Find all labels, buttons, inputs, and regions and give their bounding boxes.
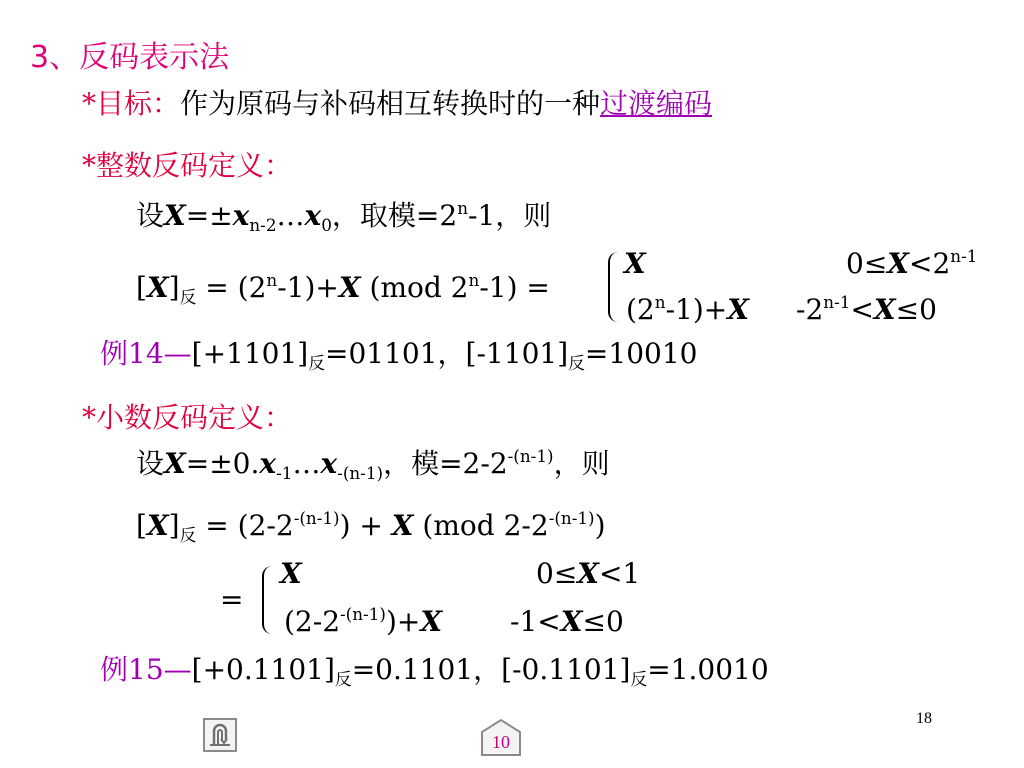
integer-case2-condition xyxy=(796,292,937,328)
fraction-case2-condition xyxy=(510,604,624,640)
expr-b: -1)+ xyxy=(277,271,339,304)
fraction-definition-lhs xyxy=(136,508,606,544)
example-14 xyxy=(100,336,697,372)
sub-fan: 反 xyxy=(308,352,326,373)
sup-minus-n-1: -(n-1) xyxy=(548,508,595,529)
setup-mod-tail: -1，则 xyxy=(468,199,552,232)
var-x: X xyxy=(146,271,169,304)
case2-b: -1)+ xyxy=(665,293,728,326)
page-link-label: 10 xyxy=(492,732,510,752)
cond-a: -2 xyxy=(796,293,824,326)
var-x0: x xyxy=(304,199,322,232)
example-15 xyxy=(100,652,769,688)
sub-minus-n-1: -(n-1) xyxy=(337,462,384,483)
bracket-open: [ xyxy=(136,271,147,304)
sub-0: 0 xyxy=(321,214,332,235)
cond-a: 0≤ xyxy=(536,557,578,590)
setup-eq: =±0. xyxy=(185,447,260,480)
sup-n: n xyxy=(654,292,666,313)
setup-mod: ，模=2-2 xyxy=(383,447,508,480)
var-x: X xyxy=(146,509,169,542)
expr-a: = (2 xyxy=(196,271,267,304)
integer-case1-condition xyxy=(846,246,977,282)
expr-a: = (2-2 xyxy=(196,509,294,542)
case2-b: )+ xyxy=(385,605,421,638)
page-link-button[interactable] xyxy=(478,718,524,756)
ellipsis: … xyxy=(292,447,321,480)
sub-fan: 反 xyxy=(179,524,197,545)
expr-d: -1) = xyxy=(479,271,550,304)
var-x: X xyxy=(727,293,749,326)
sub-fan: 反 xyxy=(179,286,197,307)
fraction-case1-value xyxy=(280,556,302,592)
sub-n-2: n-2 xyxy=(249,214,277,235)
var-x: X xyxy=(873,293,896,326)
cond-b: ≤0 xyxy=(582,605,624,638)
sup-n-1: n-1 xyxy=(950,246,978,267)
return-button[interactable] xyxy=(203,718,237,752)
example-c: =1.0010 xyxy=(647,653,769,686)
sup-minus-n-1: -(n-1) xyxy=(507,446,554,467)
example-c: =10010 xyxy=(584,337,698,370)
bracket-close: ] xyxy=(168,509,180,542)
sub-fan: 反 xyxy=(568,352,585,373)
var-x: X xyxy=(560,605,583,638)
cond-a: 0≤ xyxy=(846,247,888,280)
bracket-open: [ xyxy=(136,509,147,542)
var-x: X xyxy=(420,605,443,638)
var-x: X xyxy=(280,557,302,590)
cond-b: < xyxy=(850,293,874,326)
integer-case1-value xyxy=(624,246,646,282)
var-x: X xyxy=(577,557,600,590)
expr-d: ) xyxy=(594,509,606,542)
sup-n-1: n-1 xyxy=(823,292,851,313)
var-x: X xyxy=(164,199,186,232)
fraction-equals: = xyxy=(220,583,244,616)
case2-a: (2 xyxy=(626,293,655,326)
setup-mod: ，取模=2 xyxy=(331,199,458,232)
bracket-close: ] xyxy=(168,271,180,304)
fraction-setup xyxy=(136,446,610,482)
sub-fan: 反 xyxy=(334,668,352,689)
sup-n: n xyxy=(468,270,480,291)
var-xn: x xyxy=(232,199,250,232)
var-x: X xyxy=(391,509,414,542)
expr-c: (mod 2-2 xyxy=(413,509,549,542)
cond-a: -1< xyxy=(510,605,561,638)
slide-title: 3、反码表示法 xyxy=(30,40,230,75)
setup-prefix: 设 xyxy=(136,199,165,232)
integer-setup xyxy=(136,198,551,234)
integer-heading: *整数反码定义： xyxy=(82,149,293,182)
example-b: =0.1101，[-0.1101] xyxy=(351,653,631,686)
setup-prefix: 设 xyxy=(136,447,165,480)
var-x: X xyxy=(624,247,646,280)
sub-fan: 反 xyxy=(630,668,648,689)
expr-c: (mod 2 xyxy=(360,271,469,304)
fraction-cases-brace xyxy=(262,566,274,634)
cond-b: <2 xyxy=(909,247,951,280)
var-x: X xyxy=(338,271,361,304)
sup-minus-n-1: -(n-1) xyxy=(293,508,340,529)
cond-b: <1 xyxy=(599,557,641,590)
var-x1: x xyxy=(259,447,277,480)
example-a: [+0.1101] xyxy=(191,653,335,686)
setup-tail: ，则 xyxy=(553,447,610,480)
fraction-heading: *小数反码定义： xyxy=(82,401,293,434)
goal-bullet: *目标： xyxy=(82,87,181,120)
case2-a: (2-2 xyxy=(284,605,341,638)
integer-cases-brace xyxy=(608,252,620,322)
integer-case2-value xyxy=(626,292,749,328)
goal-text: 作为原码与补码相互转换时的一种 xyxy=(180,87,601,120)
example-label: 例14— xyxy=(100,337,192,370)
ellipsis: … xyxy=(276,199,305,232)
expr-b: ) + xyxy=(339,509,392,542)
example-b: =01101，[-1101] xyxy=(325,337,569,370)
return-icon xyxy=(205,720,235,750)
integer-definition-lhs xyxy=(136,270,550,306)
cond-c: ≤0 xyxy=(895,293,937,326)
example-label: 例15— xyxy=(100,653,192,686)
var-x: X xyxy=(887,247,910,280)
fraction-case2-value xyxy=(284,604,442,640)
var-xn: x xyxy=(320,447,338,480)
sub-minus-1: -1 xyxy=(276,462,293,483)
fraction-case1-condition xyxy=(536,556,640,592)
setup-eq: =± xyxy=(185,199,233,232)
sup-minus-n-1: -(n-1) xyxy=(340,604,386,625)
sup-n: n xyxy=(457,198,469,219)
goal-line xyxy=(82,86,712,122)
sup-n: n xyxy=(266,270,278,291)
example-a: [+1101] xyxy=(191,337,309,370)
transition-code-link[interactable]: 过渡编码 xyxy=(600,87,713,120)
page-number: 18 xyxy=(916,710,932,727)
var-x: X xyxy=(164,447,186,480)
